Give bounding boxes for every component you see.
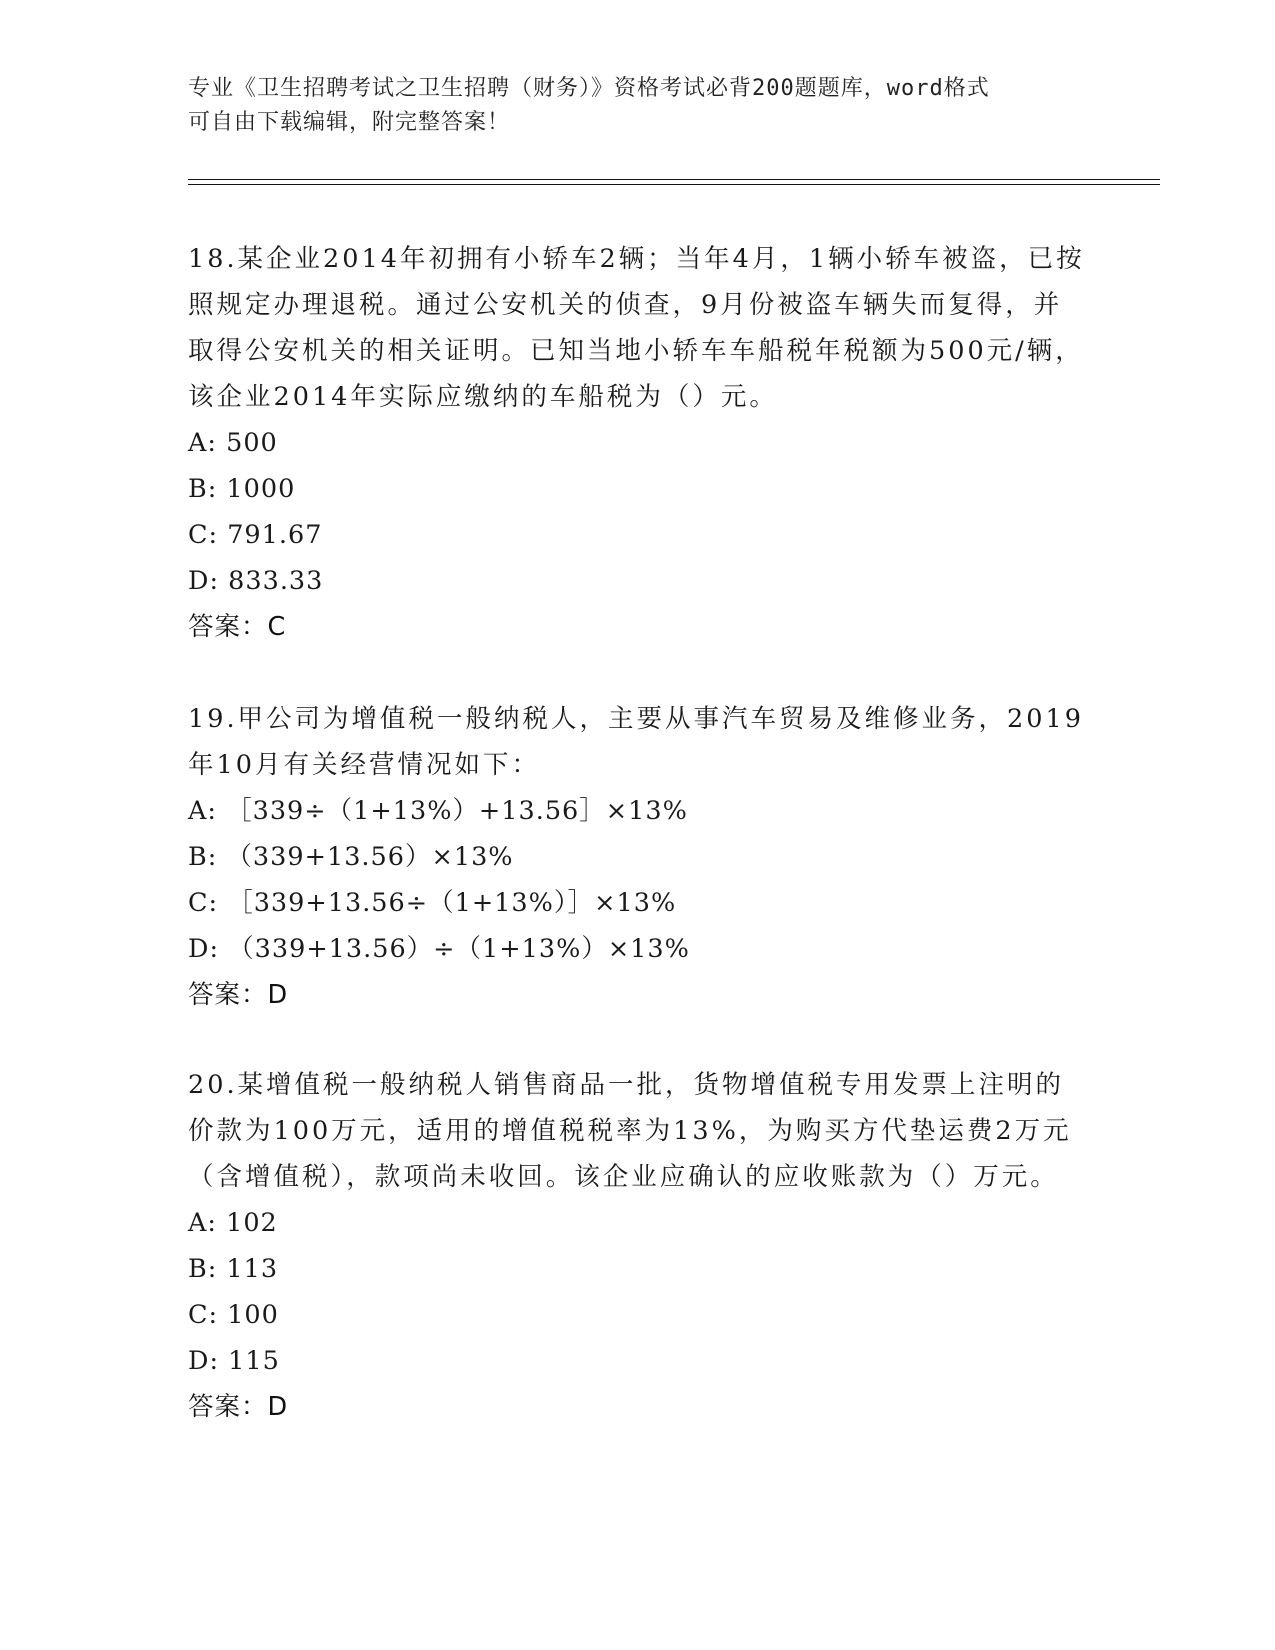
option-b: B: （339+13.56）×13% (188, 842, 514, 872)
option-a: A: 500 (188, 428, 278, 458)
question-19 (188, 696, 1088, 1018)
question-20 (188, 1062, 1088, 1430)
question-stem: 20.某增值税一般纳税人销售商品一批，货物增值税专用发票上注明的价款为100万元，适用的增值税税率为13%，为购买方代垫运费2万元（含增值税），款项尚未收回。该企业应确认的应收账款为（）万元。 (188, 1070, 1072, 1192)
option-d: D: （339+13.56）÷（1+13%）×13% (188, 934, 690, 964)
option-b: B: 1000 (188, 474, 296, 504)
answer-label: 答案：C (188, 612, 287, 642)
option-d: D: 115 (188, 1346, 280, 1376)
header-title-line-1: 专业《卫生招聘考试之卫生招聘（财务）》资格考试必背200题题库，word格式 (188, 76, 990, 101)
option-list (188, 788, 1088, 972)
option-a: A: ［339÷（1+13%）+13.56］×13% (188, 796, 688, 826)
question-18 (188, 236, 1088, 650)
option-d: D: 833.33 (188, 566, 324, 596)
page-header (188, 72, 1088, 140)
option-c: C: 791.67 (188, 520, 323, 550)
option-b: B: 113 (188, 1254, 279, 1284)
answer-label: 答案：D (188, 980, 289, 1010)
header-title-line-2: 可自由下载编辑，附完整答案！ (188, 110, 511, 135)
option-c: C: 100 (188, 1300, 279, 1330)
option-a: A: 102 (188, 1208, 278, 1238)
answer-label: 答案：D (188, 1392, 289, 1422)
header-divider-bottom (188, 184, 1160, 185)
option-c: C: ［339+13.56÷（1+13%）］×13% (188, 888, 677, 918)
header-divider-top (188, 179, 1160, 180)
question-stem: 18.某企业2014年初拥有小轿车2辆；当年4月，1辆小轿车被盗，已按照规定办理退税。通过公安机关的侦查，9月份被盗车辆失而复得，并取得公安机关的相关证明。已知当地小轿车车船税年税额为500元/辆，该企业2014年实际应缴纳的车船税为（）元。 (188, 244, 1085, 412)
option-list (188, 1200, 1088, 1384)
option-list (188, 420, 1088, 604)
question-stem: 19.甲公司为增值税一般纳税人，主要从事汽车贸易及维修业务，2019年10月有关经营情况如下： (188, 704, 1084, 780)
